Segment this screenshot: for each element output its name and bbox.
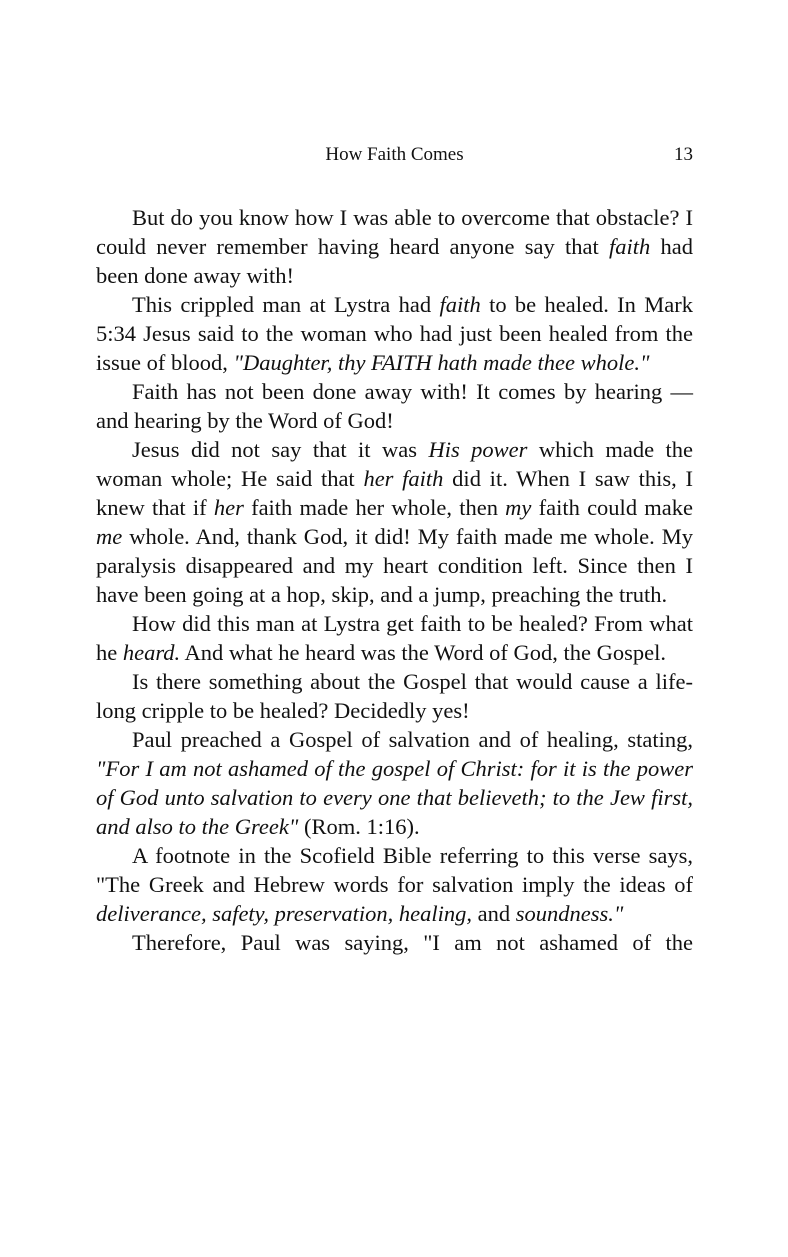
running-header [96, 141, 693, 169]
body-text [96, 203, 693, 957]
text-run: Jesus did not say that it was [132, 437, 429, 462]
text-run: had been done away with! [96, 234, 693, 288]
italic-text: faith [439, 292, 481, 317]
text-run: faith could make [531, 495, 693, 520]
text-run: Faith has not been done away with! It comes by hearing —and hearing by the Word of God! [96, 379, 693, 433]
italic-text: soundness." [515, 901, 624, 926]
text-run: whole. And, thank God, it did! My faith made me whole. My paralysis disappeared and my heart condition left. Since then I have been going at a hop, skip, and a jump, preaching the truth. [96, 524, 693, 607]
text-run: and [471, 901, 516, 926]
text-run: And what he heard was the Word of God, the Gospel. [180, 640, 666, 665]
text-run: A footnote in the Scofield Bible referring to this verse says, "The Greek and Hebrew words for salvation imply the ideas of [96, 843, 693, 897]
text-run: which made the woman whole; He said that [96, 437, 693, 491]
paragraph [96, 725, 693, 841]
italic-text: my [505, 495, 532, 520]
paragraph [96, 841, 693, 928]
text-run: did it. When I saw this, I knew that if [96, 466, 693, 520]
running-title: How Faith Comes [325, 144, 464, 165]
paragraph [96, 290, 693, 377]
paragraph [96, 203, 693, 290]
italic-text: deliverance, safety, preservation, healing, [96, 901, 472, 926]
text-run: Paul preached a Gospel of salvation and of healing, stating, [132, 727, 693, 752]
text-run: faith made her whole, then [243, 495, 506, 520]
text-run: But do you know how I was able to overcome that obstacle? I could never remember having heard anyone say that [96, 205, 693, 259]
paragraph [96, 435, 693, 609]
italic-text: His power [428, 437, 528, 462]
text-run: (Rom. 1:16). [298, 814, 420, 839]
italic-text: her faith [363, 466, 444, 491]
italic-text: her [213, 495, 244, 520]
text-run: Therefore, Paul was saying, "I am not ashamed of the [132, 930, 693, 955]
book-page [96, 141, 693, 957]
text-run: How did this man at Lystra get faith to be healed? From what he [96, 611, 693, 665]
italic-text: faith [609, 234, 651, 259]
italic-text: "Daughter, thy FAITH hath made thee whole." [233, 350, 650, 375]
italic-text: heard. [122, 640, 181, 665]
text-run: This crippled man at Lystra had [132, 292, 440, 317]
paragraph [96, 667, 693, 725]
page-number: 13 [674, 144, 693, 165]
paragraph [96, 928, 693, 957]
paragraph [96, 609, 693, 667]
italic-text: "For I am not ashamed of the gospel of Christ: for it is the power of God unto salvation to every one that believeth; to the Jew first, and also to the Greek" [96, 756, 693, 839]
italic-text: me [96, 524, 123, 549]
paragraph [96, 377, 693, 435]
text-run: Is there something about the Gospel that would cause a life-long cripple to be healed? Decidedly yes! [96, 669, 693, 723]
text-run: to be healed. In Mark 5:34 Jesus said to the woman who had just been healed from the issue of blood, [96, 292, 693, 375]
